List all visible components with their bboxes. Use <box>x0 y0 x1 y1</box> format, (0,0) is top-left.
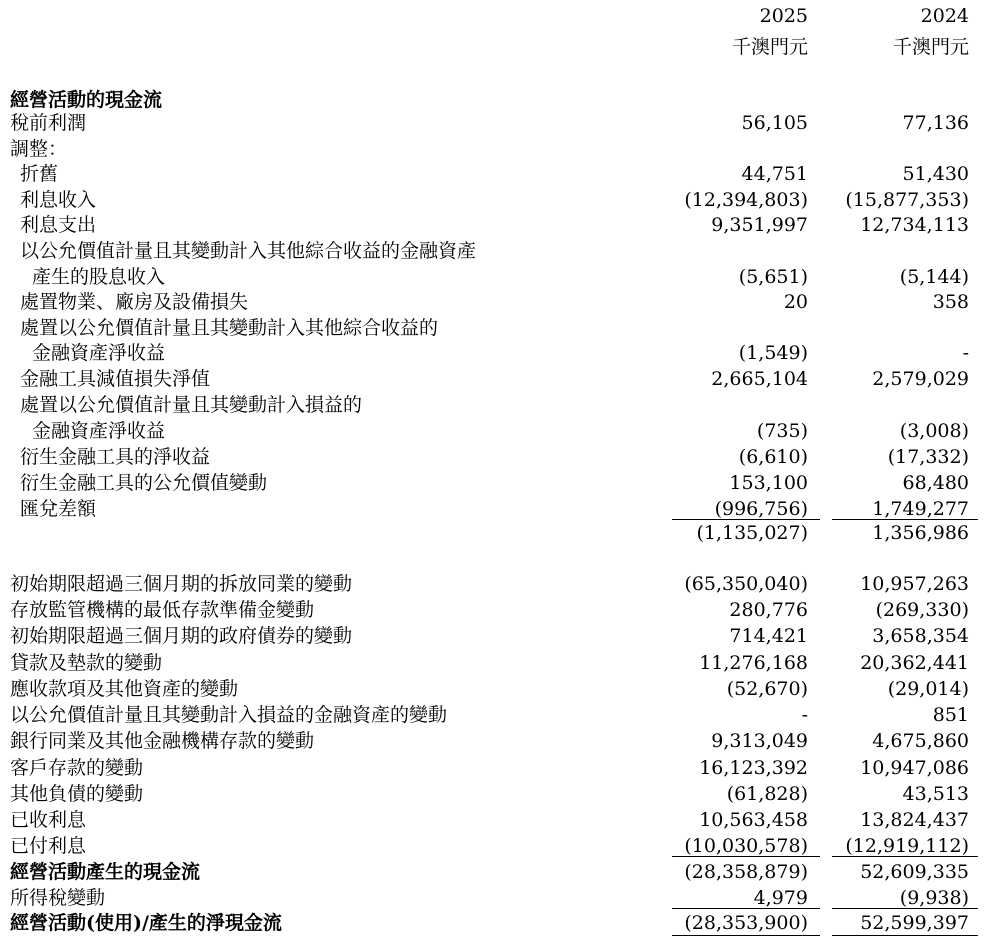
row-label: 經營活動(使用)/產生的淨現金流 <box>10 912 282 934</box>
table-row <box>0 702 992 728</box>
table-row <box>0 571 992 597</box>
table-row <box>0 650 992 676</box>
row-label: 產生的股息收入 <box>32 266 166 288</box>
value-2025: 11,276,168 <box>699 652 808 674</box>
value-2024: (12,919,112) <box>845 835 969 857</box>
year-2025: 2025 <box>759 5 808 27</box>
row-label: 銀行同業及其他金融機構存款的變動 <box>10 730 315 752</box>
value-2024: 1,749,277 <box>872 498 969 520</box>
value-2025: (1,135,027) <box>696 522 808 544</box>
value-2025: 4,979 <box>753 887 808 909</box>
table-row <box>0 110 992 136</box>
value-2024: (9,938) <box>899 887 969 909</box>
row-label: 所得稅變動 <box>10 887 106 909</box>
row-label: 貸款及墊款的變動 <box>10 652 163 674</box>
table-row <box>0 340 992 366</box>
row-label: 稅前利潤 <box>10 112 87 134</box>
table-row <box>0 187 992 213</box>
value-2024: 10,957,263 <box>860 573 969 595</box>
row-label: 存放監管機構的最低存款準備金變動 <box>10 599 315 621</box>
subtotal-row <box>0 520 992 546</box>
value-2024: 52,599,397 <box>860 912 969 934</box>
table-row <box>0 781 992 807</box>
table-row <box>0 289 992 315</box>
table-row <box>0 728 992 754</box>
table-row <box>0 470 992 496</box>
value-2025: (61,828) <box>726 783 808 805</box>
row-label: 初始期限超過三個月期的政府債券的變動 <box>10 625 353 647</box>
value-2025: 44,751 <box>741 163 808 185</box>
table-row <box>0 212 992 238</box>
row-label: 以公允價值計量且其變動計入損益的金融資產的變動 <box>10 704 448 726</box>
subtotal-rule <box>672 908 820 909</box>
value-2025: (52,670) <box>726 678 808 700</box>
subtotal-row <box>0 859 992 885</box>
value-2025: (12,394,803) <box>684 189 808 211</box>
value-2024: 20,362,441 <box>860 652 969 674</box>
value-2025: 280,776 <box>729 599 808 621</box>
table-row <box>0 807 992 833</box>
table-row <box>0 161 992 187</box>
table-row <box>0 315 992 341</box>
value-2024: 68,480 <box>902 472 969 494</box>
row-label: 初始期限超過三個月期的拆放同業的變動 <box>10 573 353 595</box>
total-rule <box>832 935 978 936</box>
row-label: 調整： <box>10 138 68 160</box>
value-2025: (735) <box>756 420 808 442</box>
row-label: 金融資產淨收益 <box>32 420 166 442</box>
row-label: 其他負債的變動 <box>10 783 144 805</box>
value-2024: 12,734,113 <box>860 214 969 236</box>
row-label: 應收款項及其他資產的變動 <box>10 678 239 700</box>
row-label: 處置以公允價值計量且其變動計入損益的 <box>20 394 363 416</box>
total-rule <box>672 935 820 936</box>
table-row <box>0 392 992 418</box>
row-label: 處置以公允價值計量且其變動計入其他綜合收益的 <box>20 317 439 339</box>
row-label: 匯兌差額 <box>20 498 97 520</box>
value-2024: 3,658,354 <box>872 625 969 647</box>
value-2025: 9,351,997 <box>711 214 808 236</box>
unit-2025: 千澳門元 <box>731 36 808 58</box>
row-label: 處置物業、廠房及設備損失 <box>20 291 249 313</box>
value-2024: 13,824,437 <box>860 809 969 831</box>
value-2025: (5,651) <box>738 266 808 288</box>
value-2024: 2,579,029 <box>872 368 969 390</box>
row-label: 金融工具減值損失淨值 <box>20 368 211 390</box>
value-2024: (17,332) <box>887 446 969 468</box>
row-label: 衍生金融工具的淨收益 <box>20 446 211 468</box>
value-2024: 52,609,335 <box>860 861 969 883</box>
value-2025: - <box>801 704 808 726</box>
value-2024: 1,356,986 <box>872 522 969 544</box>
value-2025: 10,563,458 <box>699 809 808 831</box>
table-row <box>0 238 992 264</box>
subtotal-rule <box>832 908 978 909</box>
table-row <box>0 366 992 392</box>
value-2025: 56,105 <box>741 112 808 134</box>
unit-2024: 千澳門元 <box>892 36 969 58</box>
value-2025: 153,100 <box>729 472 808 494</box>
row-label: 經營活動的現金流 <box>10 89 163 111</box>
value-2025: (65,350,040) <box>684 573 808 595</box>
subtotal-rule <box>672 856 820 857</box>
subtotal-rule <box>832 856 978 857</box>
row-label: 已收利息 <box>10 809 87 831</box>
value-2024: 77,136 <box>902 112 969 134</box>
row-label: 利息收入 <box>20 189 97 211</box>
value-2025: 9,313,049 <box>711 730 808 752</box>
value-2025: 20 <box>783 291 808 313</box>
table-row <box>0 136 992 162</box>
value-2025: (10,030,578) <box>684 835 808 857</box>
table-row <box>0 755 992 781</box>
value-2025: (28,353,900) <box>684 912 808 934</box>
row-label: 衍生金融工具的公允價值變動 <box>20 472 268 494</box>
value-2025: 2,665,104 <box>711 368 808 390</box>
row-label: 金融資產淨收益 <box>32 342 166 364</box>
year-2024: 2024 <box>920 5 969 27</box>
row-label: 經營活動產生的現金流 <box>10 861 201 883</box>
value-2025: 16,123,392 <box>699 757 808 779</box>
table-row <box>0 597 992 623</box>
value-2024: 10,947,086 <box>860 757 969 779</box>
table-row <box>0 623 992 649</box>
row-label: 已付利息 <box>10 835 87 857</box>
table-row <box>0 418 992 444</box>
value-2024: (29,014) <box>887 678 969 700</box>
value-2024: 43,513 <box>902 783 969 805</box>
value-2024: (15,877,353) <box>845 189 969 211</box>
row-label: 以公允價值計量且其變動計入其他綜合收益的金融資產 <box>20 240 477 262</box>
value-2025: (6,610) <box>738 446 808 468</box>
total-row <box>0 910 992 936</box>
value-2025: (1,549) <box>738 342 808 364</box>
table-row <box>0 444 992 470</box>
value-2025: (996,756) <box>714 498 808 520</box>
value-2025: 714,421 <box>729 625 808 647</box>
value-2024: 4,675,860 <box>872 730 969 752</box>
value-2024: (269,330) <box>875 599 969 621</box>
value-2024: 358 <box>932 291 969 313</box>
value-2024: 851 <box>932 704 969 726</box>
row-label: 利息支出 <box>20 214 97 236</box>
value-2024: - <box>962 342 969 364</box>
value-2024: 51,430 <box>902 163 969 185</box>
row-label: 折舊 <box>20 163 59 185</box>
value-2024: (3,008) <box>899 420 969 442</box>
value-2024: (5,144) <box>899 266 969 288</box>
table-row <box>0 264 992 290</box>
value-2025: (28,358,879) <box>684 861 808 883</box>
table-row <box>0 676 992 702</box>
row-label: 客戶存款的變動 <box>10 757 144 779</box>
